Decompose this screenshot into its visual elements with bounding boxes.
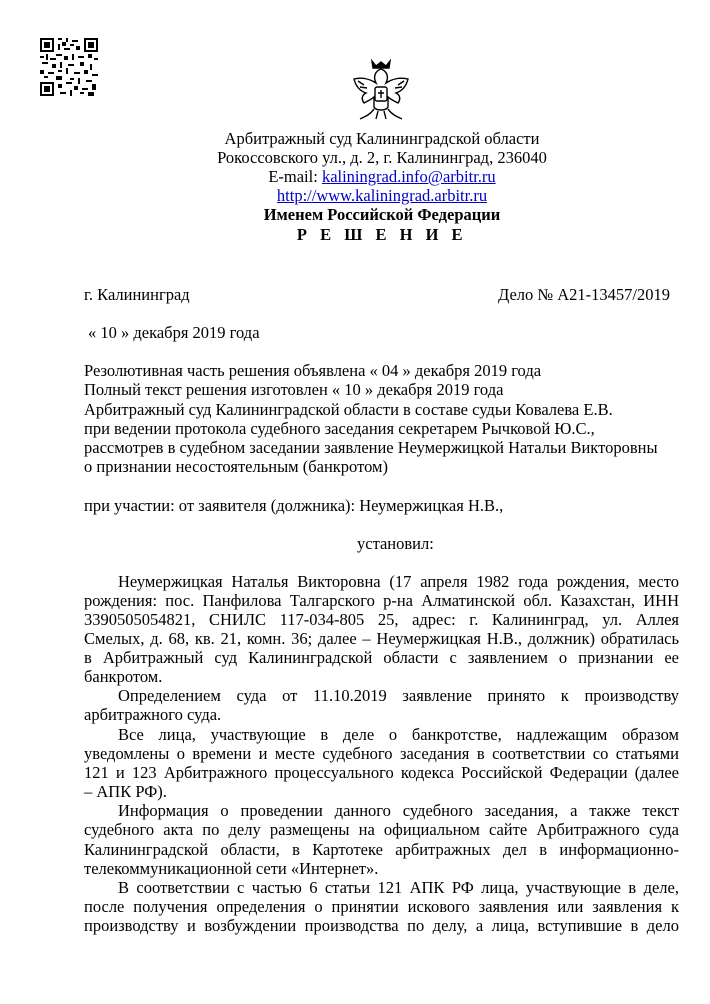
paragraph-line: телекоммуникационной сети «Интернет». [84, 859, 379, 878]
paragraph-line: банкротом. [84, 667, 163, 686]
qr-code-icon [40, 38, 98, 96]
detail-line: при ведении протокола судебного заседания секретарем Рычковой Ю.С., [84, 419, 595, 438]
paragraph-line: – АПК РФ). [84, 782, 167, 801]
in-the-name-heading: Именем Российской Федерации [263, 205, 501, 224]
email-label: E-mail: [268, 167, 322, 186]
detail-line: рассмотрев в судебном заседании заявление Неумержицкой Натальи Викторовны [84, 438, 658, 457]
website-line [0, 186, 710, 206]
detail-line: о признании несостоятельным (банкротом) [84, 457, 388, 476]
established-heading: установил: [357, 534, 434, 553]
email-line [0, 167, 710, 187]
paragraph-line: производству и возбуждении производства по делу, а лица, вступившие в дело [84, 916, 679, 935]
paragraph-line: Информация о проведении данного судебного заседания, а также текст [118, 801, 679, 820]
paragraph-line: В соответствии с частью 6 статьи 121 АПК РФ лица, участвующие в деле, [118, 878, 679, 897]
paragraph-line: уведомлены о времени и месте судебного заседания в соответствии со статьями [84, 744, 679, 763]
court-address: Рокоссовского ул., д. 2, г. Калининград, 236040 [217, 148, 547, 167]
paragraph-line: после получения определения о принятии искового заявления или заявления к [84, 897, 679, 916]
paragraph-line: Все лица, участвующие в деле о банкротстве, надлежащим образом [118, 725, 679, 744]
website-link[interactable]: http://www.kaliningrad.arbitr.ru [276, 186, 488, 205]
paragraph-line: в Арбитражный суд Калининградской области с заявлением о признании ее [84, 648, 679, 667]
court-name: Арбитражный суд Калининградской области [224, 129, 540, 148]
email-link[interactable]: kaliningrad.info@arbitr.ru [321, 167, 496, 186]
paragraph-line: Смелых, д. 68, кв. 21, комн. 36; далее – Неумержицкая Н.В., должник) обратилась [84, 629, 679, 648]
paragraph-line: Калининградской области, в Картотеке арбитражных дел в информационно- [84, 840, 679, 859]
participation: при участии: от заявителя (должника): Неумержицкая Н.В., [84, 496, 504, 515]
detail-line: Резолютивная часть решения объявлена « 04 » декабря 2019 года [84, 361, 542, 380]
detail-line: Полный текст решения изготовлен « 10 » декабря 2019 года [84, 380, 504, 399]
paragraph-line: судебного акта по делу размещены на официальном сайте Арбитражного суда [84, 820, 679, 839]
detail-line: Арбитражный суд Калининградской области в составе судьи Ковалева Е.В. [84, 400, 613, 419]
paragraph-line: Определением суда от 11.10.2019 заявление принято к производству [118, 686, 679, 705]
case-number: Дело № А21-13457/2019 [498, 285, 671, 304]
paragraph-line: рождения: пос. Панфилова Талгарского р-на Алматинской обл. Казахстан, ИНН [84, 591, 679, 610]
city: г. Калининград [84, 285, 190, 304]
paragraph-line: Неумержицкая Наталья Викторовна (17 апреля 1982 года рождения, место [118, 572, 679, 591]
paragraph-line: 3390505054821, СНИЛС 117-034-805 25, адрес: г. Калининград, ул. Аллея [84, 610, 679, 629]
document-type-heading: Р Е Ш Е Н И Е [296, 225, 468, 244]
paragraph-line: 121 и 123 Арбитражного процессуального кодекса Российской Федерации (далее [84, 763, 679, 782]
decision-date: « 10 » декабря 2019 года [88, 323, 260, 342]
paragraph-line: арбитражного суда. [84, 705, 222, 724]
coat-of-arms-icon [350, 57, 412, 121]
